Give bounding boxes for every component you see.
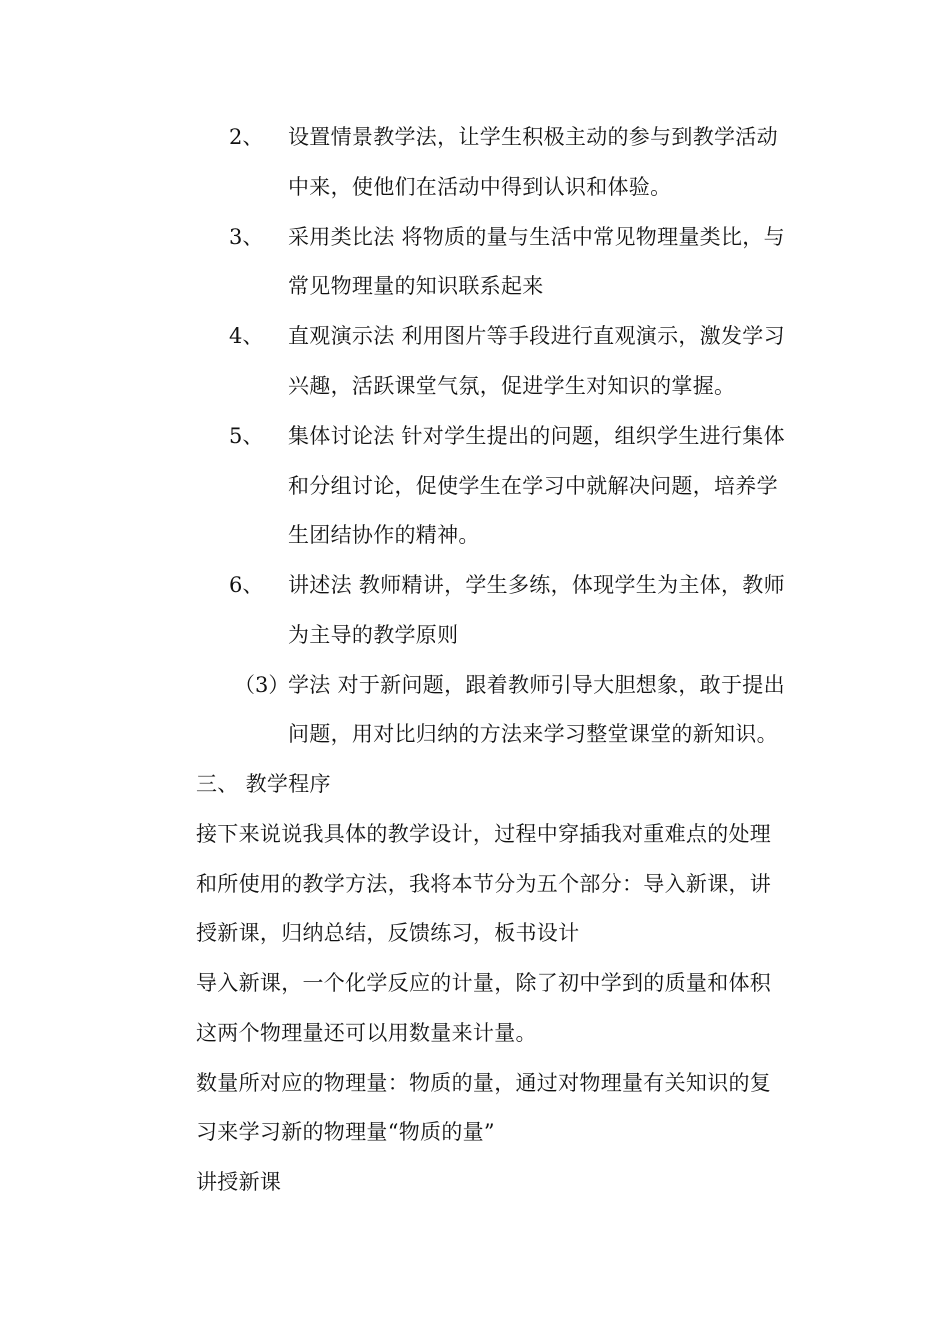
list-item-6-line2: 为主导的教学原则 — [288, 623, 459, 647]
paragraph-1-line3: 授新课，归纳总结，反馈练习，板书设计 — [196, 921, 580, 945]
list-item-5-line1: 集体讨论法 针对学生提出的问题，组织学生进行集体 — [288, 424, 785, 448]
paragraph-2-line2: 这两个物理量还可以用数量来计量。 — [196, 1021, 537, 1045]
list-item-5-line3: 生团结协作的精神。 — [288, 523, 480, 547]
list-number-3: 3、 — [229, 225, 264, 249]
list-number-5: 5、 — [229, 424, 264, 448]
list-item-4-line1: 直观演示法 利用图片等手段进行直观演示，激发学习 — [288, 324, 785, 348]
list-item-2-line2: 中来，使他们在活动中得到认识和体验。 — [288, 175, 672, 199]
paragraph-3-line1: 数量所对应的物理量：物质的量，通过对物理量有关知识的复 — [196, 1071, 772, 1095]
list-item-4-line2: 兴趣，活跃课堂气氛，促进学生对知识的掌握。 — [288, 374, 736, 398]
list-number-6: 6、 — [229, 573, 264, 597]
paragraph-3-line2: 习来学习新的物理量“物质的量” — [196, 1120, 495, 1144]
xuefa-number: （3） — [234, 673, 290, 697]
list-item-2-line1: 设置情景教学法，让学生积极主动的参与到教学活动 — [288, 125, 778, 149]
list-item-3-line1: 采用类比法 将物质的量与生活中常见物理量类比，与 — [288, 225, 785, 249]
list-item-6-line1: 讲述法 教师精讲，学生多练，体现学生为主体，教师 — [288, 573, 785, 597]
xuefa-line2: 问题，用对比归纳的方法来学习整堂课堂的新知识。 — [288, 722, 778, 746]
list-item-3-line2: 常见物理量的知识联系起来 — [288, 274, 544, 298]
paragraph-1-line2: 和所使用的教学方法，我将本节分为五个部分：导入新课，讲 — [196, 872, 772, 896]
paragraph-4: 讲授新课 — [196, 1170, 282, 1194]
list-item-5-line2: 和分组讨论，促使学生在学习中就解决问题，培养学 — [288, 474, 778, 498]
section-heading: 三、 教学程序 — [196, 772, 331, 796]
paragraph-1-line1: 接下来说说我具体的教学设计，过程中穿插我对重难点的处理 — [196, 822, 772, 846]
list-number-4: 4、 — [229, 324, 264, 348]
xuefa-line1: 学法 对于新问题，跟着教师引导大胆想象，敢于提出 — [288, 673, 785, 697]
paragraph-2-line1: 导入新课，一个化学反应的计量，除了初中学到的质量和体积 — [196, 971, 772, 995]
list-number-2: 2、 — [229, 125, 264, 149]
